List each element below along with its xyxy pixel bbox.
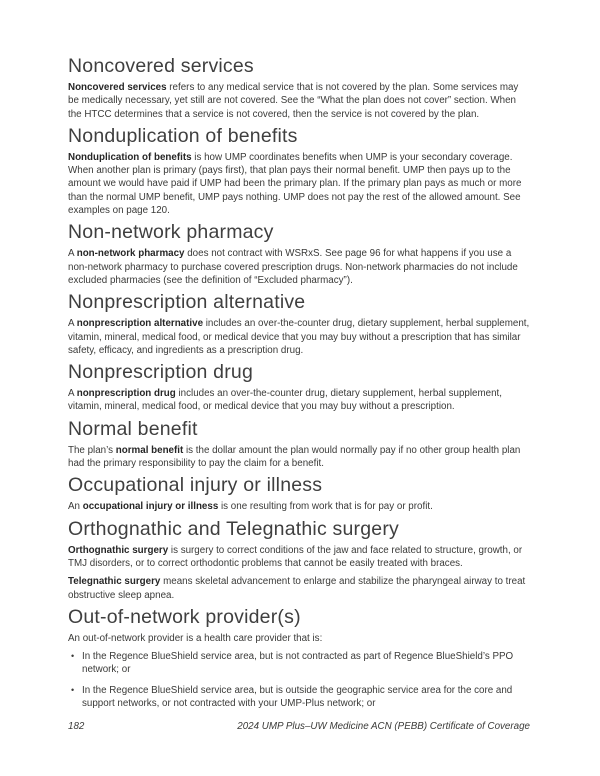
definition-paragraph: [68, 247, 530, 287]
paragraph-text: includes an over-the-counter drug, dietary supplement, herbal supplement, vitamin, mineral, medical food, or medical device that you may buy without a prescription.: [68, 388, 502, 413]
definition-paragraph: [68, 444, 530, 471]
paragraph-text: A: [68, 318, 77, 330]
section-nonprescription-alternative: [68, 292, 530, 357]
term-bold: Orthognathic surgery: [68, 544, 169, 556]
page-number: 182: [68, 721, 85, 732]
definition-paragraph: [68, 81, 530, 121]
definition-paragraph: [68, 500, 530, 513]
paragraph-text: An: [68, 501, 83, 513]
term-bold: nonprescription drug: [76, 388, 176, 400]
section-heading: Nonprescription alternative: [68, 291, 306, 314]
term-bold: Telegnathic surgery: [68, 576, 161, 588]
definition-paragraph: [68, 575, 530, 602]
section-nonduplication-of-benefits: [68, 126, 530, 217]
section-heading: Noncovered services: [68, 55, 254, 77]
term-bold: occupational injury or illness: [82, 501, 219, 513]
paragraph-text: means skeletal advancement to enlarge and stabilize the pharyngeal airway to treat obstructive sleep apnea.: [68, 576, 526, 601]
page-footer: [68, 721, 530, 732]
bullet-list: [68, 650, 530, 710]
section-non-network-pharmacy: [68, 222, 530, 287]
list-item: • In the Regence BlueShield service area, but is not contracted as part of Regence BlueShield’s PPO network; or: [68, 650, 530, 677]
section-heading: Nonduplication of benefits: [68, 124, 298, 147]
list-item: • In the Regence BlueShield service area, but is outside the geographic service area for the core and support networks, or not contracted with your UMP-Plus network; or: [68, 684, 530, 711]
term-bold: nonprescription alternative: [76, 318, 204, 330]
paragraph-text: An out-of-network provider is a health care provider that is:: [68, 632, 323, 644]
section-normal-benefit: [68, 419, 530, 471]
section-heading: Orthognathic and Telegnathic surgery: [68, 517, 399, 540]
paragraph-text: A: [68, 388, 77, 400]
section-noncovered-services: [68, 56, 530, 121]
definition-paragraph: [68, 632, 530, 645]
section-occupational-injury-or-illness: [68, 475, 530, 513]
section-heading: Out-of-network provider(s): [68, 605, 301, 628]
term-bold: normal benefit: [115, 444, 184, 456]
definition-paragraph: [68, 317, 530, 357]
section-heading: Normal benefit: [68, 417, 198, 440]
section-heading: Non-network pharmacy: [68, 221, 274, 244]
section-out-of-network-providers: [68, 607, 530, 710]
section-orthognathic-and-telegnathic-surgery: [68, 519, 530, 602]
definition-paragraph: [68, 544, 530, 571]
paragraph-text: refers to any medical service that is not covered by the plan. Some services may be medically necessary, yet still are not covered. See the “What the plan does not cover” section. When the HTCC determines that a service is not covered, then the service is not covered by the plan.: [68, 82, 519, 120]
paragraph-text: A: [68, 248, 77, 260]
paragraph-text: is the dollar amount the plan would normally pay if no other group health plan had the primary responsibility to pay the claim for a benefit.: [68, 444, 521, 470]
definition-paragraph: [68, 387, 530, 414]
paragraph-text: does not contract with WSRxS. See page 96 for what happens if you use a non-network pharmacy to purchase covered prescription drugs. Non-network pharmacies do not include excluded pharmacies (see the definition of “Excluded pharmacy”).: [68, 248, 518, 286]
term-bold: Nonduplication of benefits: [68, 151, 192, 163]
section-heading: Occupational injury or illness: [68, 474, 323, 497]
paragraph-text: is how UMP coordinates benefits when UMP is your secondary coverage. When another plan is primary (pays first), that plan pays their normal benefit. UMP then pays up to the amount we would have paid if UMP had been the primary plan. If the primary plan pays as much or more than the normal UMP benefit, UMP pays nothing. UMP does not pay the rest of the allowed amount. See examples on page 120.: [68, 151, 522, 217]
paragraph-text: includes an over-the-counter drug, dietary supplement, herbal supplement, vitamin, mineral, medical food, or medical device that you may buy without a prescription that has similar safety, efficacy, and ingredients as a prescription drug.: [68, 318, 530, 356]
paragraph-text: The plan’s: [68, 444, 116, 456]
paragraph-text: is surgery to correct conditions of the jaw and face related to structure, growth, or TMJ disorders, or to correct orthodontic problems that cannot be easily treated with braces.: [68, 544, 523, 569]
section-heading: Nonprescription drug: [68, 361, 254, 384]
definition-paragraph: [68, 151, 530, 217]
term-bold: Noncovered services: [68, 82, 167, 93]
term-bold: non-network pharmacy: [76, 248, 185, 260]
footer-document-title: 2024 UMP Plus–UW Medicine ACN (PEBB) Certificate of Coverage: [237, 721, 530, 732]
section-nonprescription-drug: [68, 362, 530, 414]
paragraph-text: is one resulting from work that is for pay or profit.: [218, 501, 433, 513]
